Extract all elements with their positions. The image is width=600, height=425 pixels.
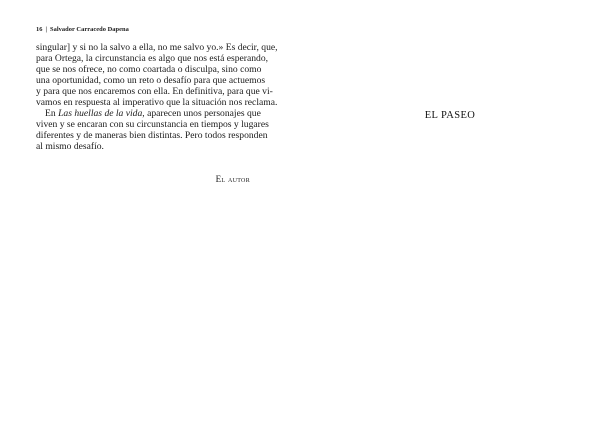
text-line-8: viven y se encaran con su circunstancia en tiempos y lugares (36, 119, 269, 130)
body-text (36, 42, 278, 152)
text-line-5: y para que nos encaremos con ella. En definitiva, para que vi- (36, 86, 273, 97)
text-line-10: al mismo desafío. (36, 141, 104, 152)
text-line-1: singular] y si no la salvo a ella, no me salvo yo.» Es decir, que, (36, 42, 278, 53)
running-head (36, 26, 129, 34)
page-number: 16 (36, 26, 43, 33)
right-page (300, 0, 600, 425)
text-line-2: para Ortega, la circunstancia es algo que nos está esperando, (36, 53, 269, 64)
chapter-title: EL PASEO (424, 110, 476, 121)
text-line-9: diferentes y de maneras bien distintas. Pero todos responden (36, 130, 268, 141)
running-head-author: Salvador Carracedo Dapena (49, 26, 129, 33)
text-line-4: una oportunidad, como un reto o desafío para que actuemos (36, 75, 266, 86)
text-line-3: que se nos ofrece, no como coartada o disculpa, sino como (36, 64, 262, 75)
book-title-italic: Las huellas de la vida (58, 108, 143, 119)
paragraph2-first-line-rest: , aparecen unos personajes que (142, 108, 261, 119)
paragraph2-lead: En (45, 108, 59, 119)
paragraph2-first-line (36, 108, 261, 119)
text-line-6: vamos en respuesta al imperativo que la situación nos reclama. (36, 97, 278, 108)
author-signature: El autor (215, 174, 250, 184)
running-head-separator: | (45, 26, 47, 33)
